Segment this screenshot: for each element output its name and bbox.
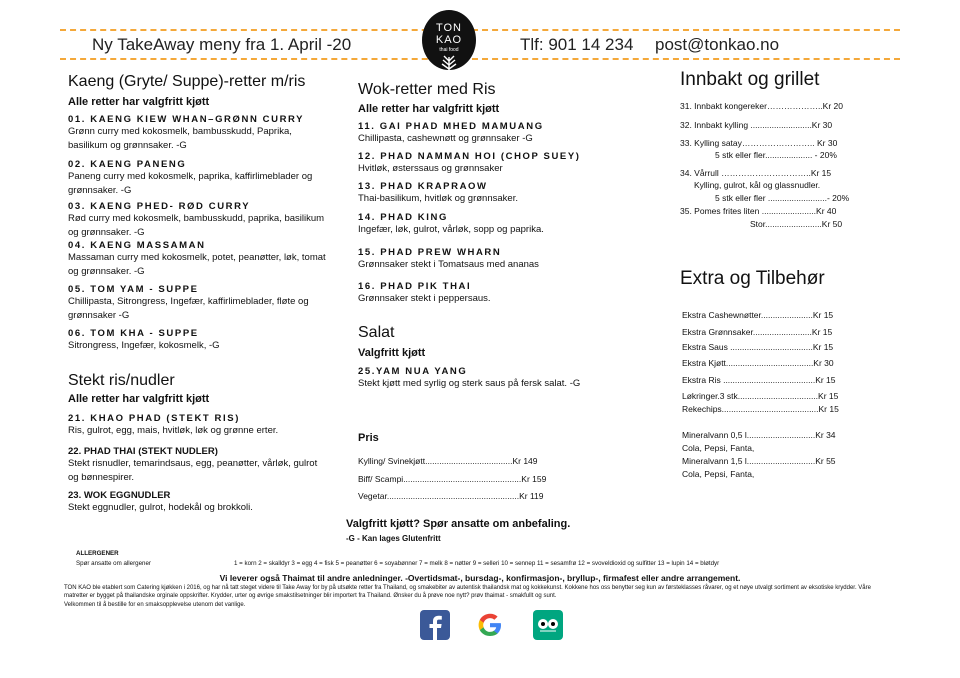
dish-title: 23. WOK EGGNUDLER [68, 490, 171, 501]
dish-description: Sitrongress, Ingefær, kokosmelk, -G [68, 340, 220, 351]
email-link[interactable]: post@tonkao.no [655, 35, 780, 54]
wok-item-15 [358, 247, 648, 272]
extra-row-mineralvann-05-desc: Cola, Pepsi, Fanta, [682, 443, 755, 453]
section-stekt-heading: Stekt ris/nudler [68, 372, 175, 389]
dish-title: 03. KAENG PHED- RØD CURRY [68, 201, 251, 212]
dish-description: Stekt kjøtt med syrlig og sterk saus på fersk salat. -G [358, 378, 581, 389]
innbakt-row-33-discount: 5 stk eller fler.................... - 20% [715, 150, 837, 160]
section-wok-subheading: Alle retter har valgfritt kjøtt [358, 103, 500, 115]
leverer-note: Vi leverer også Thaimat til andre anledninger. -Overtidsmat-, bursdag-, konfirmasjon-, bryllup-, firmafest eller andre arrangement. [219, 573, 741, 583]
wok-item-11 [358, 121, 648, 146]
wok-item-14 [358, 212, 648, 237]
section-kaeng-subheading: Alle retter har valgfritt kjøtt [68, 96, 210, 108]
extra-row-saus: Ekstra Saus ...................................Kr 15 [682, 342, 834, 352]
kaeng-item-04 [68, 240, 328, 279]
pris-row-biff: Biff/ Scampi..................................................Kr 159 [358, 474, 547, 484]
logo-text: TON KAO [435, 22, 463, 46]
pris-heading: Pris [358, 432, 379, 444]
innbakt-row-31: 31. Innbakt kongereker………………..Kr 20 [680, 101, 843, 111]
dish-title: 22. PHAD THAI (STEKT NUDLER) [68, 446, 218, 457]
dish-description: Ingefær, løk, gulrot, vårløk, sopp og paprika. [358, 224, 544, 235]
dish-title: 13. PHAD KRAPRAOW [358, 181, 488, 192]
extra-row-kjott: Ekstra Kjøtt.....................................Kr 30 [682, 358, 834, 368]
section-stekt-subheading: Alle retter har valgfritt kjøtt [68, 393, 210, 405]
tripadvisor-icon[interactable] [533, 610, 563, 640]
dish-description: Paneng curry med kokosmelk, paprika, kaffirlimeblader og grønnsaker. -G [68, 171, 313, 196]
facebook-icon[interactable] [420, 610, 450, 640]
google-icon[interactable] [475, 610, 505, 640]
glutenfritt-note: -G - Kan lages Glutenfritt [346, 534, 441, 543]
stekt-item-23 [68, 490, 328, 515]
dish-description: Stekt eggnudler, gulrot, hodekål og brokkoli. [68, 502, 253, 513]
pris-row-vegetar: Vegetar........................................................Kr 119 [358, 491, 544, 501]
wok-item-16 [358, 281, 648, 306]
wok-item-13 [358, 181, 648, 206]
dish-title: 14. PHAD KING [358, 212, 448, 223]
dish-title: 06. TOM KHA - SUPPE [68, 328, 199, 339]
dish-description: Chillipasta, Sitrongress, Ingefær, kaffirlimeblader, fløte og grønnsaker -G [68, 296, 309, 321]
salat-item-25 [358, 366, 658, 391]
dish-description: Massaman curry med kokosmelk, potet, peanøtter, løk, tomat og grønnsaker. -G [68, 252, 326, 277]
allergener-sub: Spør ansatte om allergener [76, 560, 151, 567]
kaeng-item-03 [68, 201, 328, 240]
dish-description: Stekt risnudler, temarindsaus, egg, peanøtter, vårløk, gulrot og bønnespirer. [68, 458, 318, 483]
dish-title: 12. PHAD NAMMAN HOI (CHOP SUEY) [358, 151, 581, 162]
section-wok-heading: Wok-retter med Ris [358, 81, 496, 98]
wok-item-12 [358, 151, 648, 176]
dish-title: 15. PHAD PREW WHARN [358, 247, 502, 258]
stekt-item-22 [68, 446, 328, 485]
dish-title: 25.YAM NUA YANG [358, 366, 468, 377]
extra-row-mineralvann-15-desc: Cola, Pepsi, Fanta, [682, 469, 755, 479]
extra-row-mineralvann-15: Mineralvann 1,5 l.............................Kr 55 [682, 456, 836, 466]
stekt-item-21 [68, 413, 328, 438]
innbakt-row-34-discount: 5 stk eller fler .........................- 20% [715, 193, 850, 203]
google-glyph [475, 610, 505, 640]
about-text: TON KAO ble etablert som Catering kjøkken i 2016, og har nå tatt steget videre til Take Away for by på utsøkte retter fra Thailand, og smakebiter av autentisk thailandsk mat og kokkekunst. Kokkene hos oss benytter seg kun av førsteklasses råvarer, og et nøye utvalgt sortiment av eksotiske krydder. Våre matretter er bygget på thailandske orginale oppskrifter. Krydder, urter og øvrige smakstilsetninger blir importert fra Thailand. Ønsker du å prøve noe nytt? prøv thaimat - smakfullt og sunt. [64, 585, 871, 599]
kaeng-item-01 [68, 114, 328, 153]
dish-description: Rød curry med kokosmelk, bambusskudd, paprika, basilikum og grønnsaker. -G [68, 213, 325, 238]
dish-title: 21. KHAO PHAD (STEKT RIS) [68, 413, 240, 424]
section-extra-heading: Extra og Tilbehør [680, 268, 825, 289]
dish-description: Grønnsaker stekt i Tomatsaus med ananas [358, 259, 539, 270]
dish-description: Thai-basilikum, hvitløk og grønnsaker. [358, 193, 518, 204]
section-innbakt-heading: Innbakt og grillet [680, 69, 820, 90]
innbakt-row-34-desc: Kylling, gulrot, kål og glassnudler. [694, 180, 821, 190]
dish-title: 16. PHAD PIK THAI [358, 281, 472, 292]
extra-row-ris: Ekstra Ris .......................................Kr 15 [682, 375, 836, 385]
innbakt-row-35-stor: Stor........................Kr 50 [750, 219, 843, 229]
header-bottom-divider [60, 58, 900, 60]
kaeng-item-02 [68, 159, 328, 198]
valgfritt-note: Valgfritt kjøtt? Spør ansatte om anbefaling. [346, 518, 571, 530]
dish-description: Grønn curry med kokosmelk, bambusskudd, Paprika, basilikum og grønnsaker. -G [68, 126, 292, 151]
welcome-text: Velkommen til å bestille for en smaksopplevelse utenom det vanlige. [64, 602, 246, 608]
header-top-divider [60, 29, 900, 31]
allergener-title: ALLERGENER [76, 550, 119, 557]
ton-kao-logo [422, 10, 476, 70]
kaeng-item-06 [68, 328, 328, 353]
extra-row-lokringer: Løkringer.3 stk..................................Kr 15 [682, 391, 839, 401]
logo-small-text: thai food [439, 47, 459, 53]
dish-description: Ris, gulrot, egg, mais, hvitløk, løk og grønne erter. [68, 425, 279, 436]
tripadvisor-glyph [533, 610, 563, 640]
wheat-icon [434, 53, 464, 73]
dish-title: 01. KAENG KIEW WHAN–GRØNN CURRY [68, 114, 305, 125]
extra-row-mineralvann-05: Mineralvann 0,5 l.............................Kr 34 [682, 430, 836, 440]
dish-title: 02. KAENG PANENG [68, 159, 187, 170]
section-salat-subheading: Valgfritt kjøtt [358, 347, 426, 359]
extra-row-cashew: Ekstra Cashewnøtter......................Kr 15 [682, 310, 834, 320]
dish-description: Chillipasta, cashewnøtt og grønnsaker -G [358, 133, 533, 144]
innbakt-row-35: 35. Pomes frites liten .......................Kr 40 [680, 206, 837, 216]
phone-text: Tlf: 901 14 234 [520, 35, 634, 54]
dish-description: Hvitløk, østerssaus og grønnsaker [358, 163, 503, 174]
dish-title: 05. TOM YAM - SUPPE [68, 284, 199, 295]
dish-title: 11. GAI PHAD MHED MAMUANG [358, 121, 544, 132]
section-kaeng-heading: Kaeng (Gryte/ Suppe)-retter m/ris [68, 73, 306, 90]
allergener-list: 1 = korn 2 = skalldyr 3 = egg 4 = fisk 5 = peanøtter 6 = soyabønner 7 = melk 8 = nøtter 9 = selleri 10 = sennep 11 = sesamfrø 12 = svoveldioxid og sulfitter 13 = lupin 14 = bløtdyr [234, 560, 720, 567]
innbakt-row-32: 32. Innbakt kylling ..........................Kr 30 [680, 120, 833, 130]
facebook-glyph [420, 610, 450, 640]
innbakt-row-34: 34. Vårrull …………………………..Kr 15 [680, 168, 832, 178]
pris-row-kylling: Kylling/ Svinekjøtt.....................................Kr 149 [358, 456, 538, 466]
extra-row-rekechips: Rekechips.........................................Kr 15 [682, 404, 839, 414]
dish-description: Grønnsaker stekt i peppersaus. [358, 293, 491, 304]
section-salat-heading: Salat [358, 324, 395, 341]
extra-row-gronnsaker: Ekstra Grønnsaker.........................Kr 15 [682, 327, 833, 337]
innbakt-row-33: 33. Kylling satay…………………….. Kr 30 [680, 138, 838, 148]
dish-title: 04. KAENG MASSAMAN [68, 240, 206, 251]
kaeng-item-05 [68, 284, 328, 323]
menu-title: Ny TakeAway meny fra 1. April -20 [92, 35, 352, 54]
